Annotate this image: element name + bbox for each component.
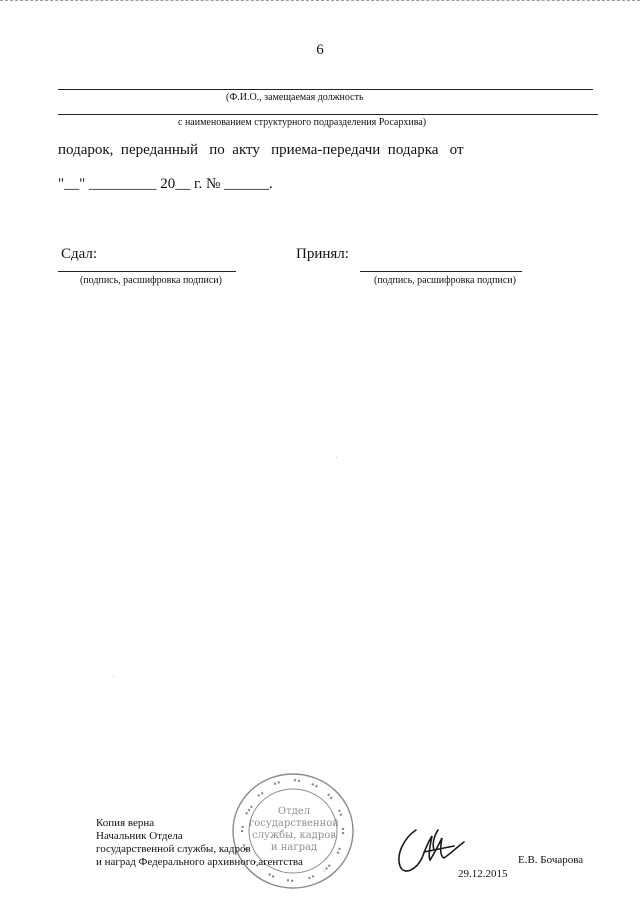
act-date-number-line: "__" _________ 20__ г. № ______.	[58, 176, 273, 192]
stamp-center-text	[249, 806, 339, 853]
department-line	[58, 114, 598, 115]
certifier-title-line-1: Начальник Отдела	[96, 830, 183, 842]
name-position-line	[58, 89, 593, 90]
department-caption: с наименованием структурного подразделения Росархива)	[178, 117, 427, 128]
certifier-title-line-2: государственной службы, кадров	[96, 843, 251, 855]
official-stamp	[228, 768, 358, 894]
signer-name: Е.В. Бочарова	[518, 854, 584, 866]
scan-speck	[113, 676, 114, 677]
page-top-edge	[0, 0, 640, 2]
svg-text:и наград: и наград	[270, 842, 318, 853]
gift-transfer-text: подарок, переданный по акту приема-передачи подарка от	[58, 142, 464, 158]
received-label: Принял:	[296, 246, 349, 262]
svg-text:государственной: государственной	[249, 818, 339, 829]
handwritten-signature	[394, 824, 466, 880]
handed-signature-line	[58, 271, 236, 272]
handed-signature-caption: (подпись, расшифровка подписи)	[80, 275, 222, 286]
received-signature-caption: (подпись, расшифровка подписи)	[374, 275, 516, 286]
svg-text:Отдел: Отдел	[277, 806, 311, 817]
received-signature-line	[360, 271, 522, 272]
handed-over-label: Сдал:	[61, 246, 98, 262]
certifier-title-line-3: и наград Федерального архивного агентства	[96, 856, 303, 868]
page-number: 6	[316, 42, 324, 58]
scan-speck	[336, 457, 337, 458]
name-position-caption: (Ф.И.О., замещаемая должность	[226, 92, 364, 103]
svg-text:службы, кадров: службы, кадров	[252, 830, 336, 841]
certification-date: 29.12.2015	[458, 868, 508, 880]
copy-verified-label: Копия верна	[96, 817, 155, 829]
